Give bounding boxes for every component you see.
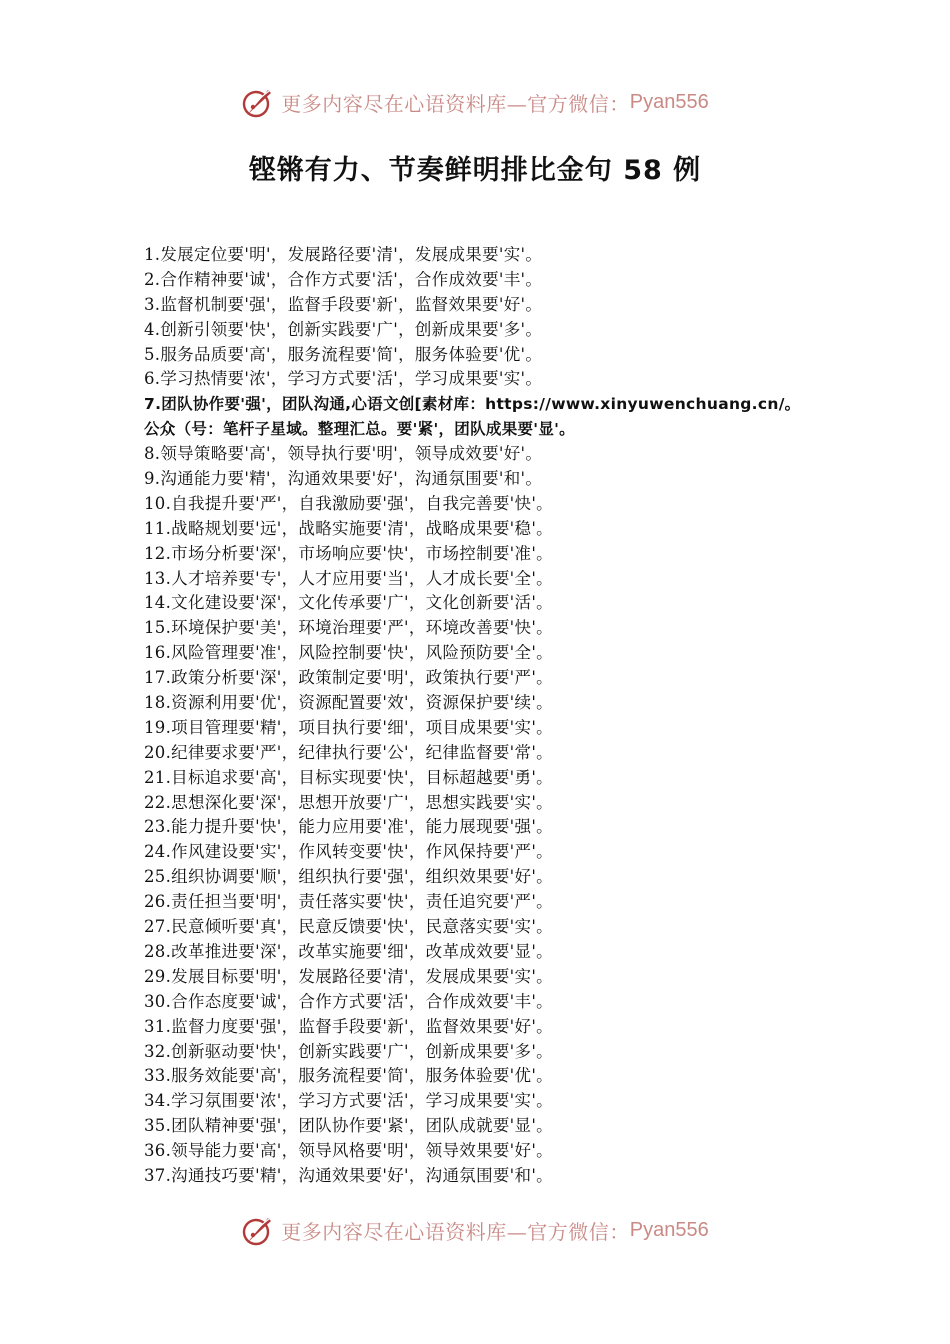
sentence-line: 8.领导策略要'高'，领导执行要'明'，领导成效要'好'。	[144, 444, 543, 464]
sentence-line: 23.能力提升要'快'，能力应用要'准'，能力展现要'强'。	[144, 817, 553, 837]
sentence-line: 11.战略规划要'远'，战略实施要'清'，战略成果要'稳'。	[144, 518, 553, 538]
sentence-line: 26.责任担当要'明'，责任落实要'快'，责任追究要'严'。	[144, 892, 553, 912]
sentence-line: 6.学习热情要'浓'，学习方式要'活'，学习成果要'实'。	[144, 369, 543, 389]
quill-pen-logo-icon	[241, 85, 275, 119]
sentence-line: 2.合作精神要'诚'，合作方式要'活'，合作成效要'丰'。	[144, 269, 543, 289]
sentence-line: 9.沟通能力要'精'，沟通效果要'好'，沟通氛围要'和'。	[144, 469, 543, 489]
sentence-line: 13.人才培养要'专'，人才应用要'当'，人才成长要'全'。	[144, 568, 553, 588]
sentence-line: 25.组织协调要'顺'，组织执行要'强'，组织效果要'好'。	[144, 867, 553, 887]
sentence-line: 15.环境保护要'美'，环境治理要'严'，环境改善要'快'。	[144, 618, 553, 638]
wechat-handle: Pyan556	[629, 1218, 709, 1241]
sentence-line: 19.项目管理要'精'，项目执行要'细'，项目成果要'实'。	[144, 717, 553, 737]
sentence-line: 公众（号：笔杆子星域。整理汇总。要'紧'，团队成果要'显'。	[144, 420, 575, 439]
sentence-line: 35.团队精神要'强'，团队协作要'紧'，团队成就要'显'。	[144, 1116, 553, 1136]
quill-pen-logo-icon	[241, 1213, 275, 1247]
sentence-line: 20.纪律要求要'严'，纪律执行要'公'，纪律监督要'常'。	[144, 742, 553, 762]
sentence-line: 30.合作态度要'诚'，合作方式要'活'，合作成效要'丰'。	[144, 991, 553, 1011]
wechat-handle: Pyan556	[629, 90, 709, 113]
sentence-line: 10.自我提升要'严'，自我激励要'强'，自我完善要'快'。	[144, 493, 553, 513]
sentence-list	[144, 243, 934, 1189]
sentence-line: 7.团队协作要'强'，团队沟通,心语文创[素材库：https://www.xinyuwenchuang.cn/。	[144, 395, 801, 414]
header-banner	[0, 82, 950, 122]
sentence-line: 33.服务效能要'高'，服务流程要'简'，服务体验要'优'。	[144, 1066, 553, 1086]
sentence-line: 28.改革推进要'深'，改革实施要'细'，改革成效要'显'。	[144, 941, 553, 961]
document-title: 铿锵有力、节奏鲜明排比金句 58 例	[248, 155, 702, 186]
sentence-line: 3.监督机制要'强'，监督手段要'新'，监督效果要'好'。	[144, 294, 543, 314]
sentence-line: 4.创新引领要'快'，创新实践要'广'，创新成果要'多'。	[144, 319, 543, 339]
sentence-line: 14.文化建设要'深'，文化传承要'广'，文化创新要'活'。	[144, 593, 553, 613]
sentence-line: 17.政策分析要'深'，政策制定要'明'，政策执行要'严'。	[144, 668, 553, 688]
banner-text: 更多内容尽在心语资料库—官方微信：	[281, 1219, 630, 1244]
sentence-line: 27.民意倾听要'真'，民意反馈要'快'，民意落实要'实'。	[144, 917, 553, 937]
sentence-line: 18.资源利用要'优'，资源配置要'效'，资源保护要'续'。	[144, 693, 553, 713]
sentence-line: 24.作风建设要'实'，作风转变要'快'，作风保持要'严'。	[144, 842, 553, 862]
sentence-line: 36.领导能力要'高'，领导风格要'明'，领导效果要'好'。	[144, 1141, 553, 1161]
sentence-line: 34.学习氛围要'浓'，学习方式要'活'，学习成果要'实'。	[144, 1091, 553, 1111]
sentence-line: 1.发展定位要'明'，发展路径要'清'，发展成果要'实'。	[144, 245, 543, 264]
banner-text: 更多内容尽在心语资料库—官方微信：	[281, 91, 630, 116]
sentence-line: 37.沟通技巧要'精'，沟通效果要'好'，沟通氛围要'和'。	[144, 1165, 553, 1185]
sentence-line: 21.目标追求要'高'，目标实现要'快'，目标超越要'勇'。	[144, 767, 553, 787]
sentence-line: 5.服务品质要'高'，服务流程要'简'，服务体验要'优'。	[144, 344, 543, 364]
sentence-line: 12.市场分析要'深'，市场响应要'快'，市场控制要'准'。	[144, 543, 553, 563]
sentence-line: 32.创新驱动要'快'，创新实践要'广'，创新成果要'多'。	[144, 1041, 553, 1061]
sentence-line: 31.监督力度要'强'，监督手段要'新'，监督效果要'好'。	[144, 1016, 553, 1036]
sentence-line: 16.风险管理要'准'，风险控制要'快'，风险预防要'全'。	[144, 643, 553, 663]
footer-banner	[0, 1210, 950, 1250]
sentence-line: 22.思想深化要'深'，思想开放要'广'，思想实践要'实'。	[144, 792, 553, 812]
sentence-line: 29.发展目标要'明'，发展路径要'清'，发展成果要'实'。	[144, 966, 553, 986]
